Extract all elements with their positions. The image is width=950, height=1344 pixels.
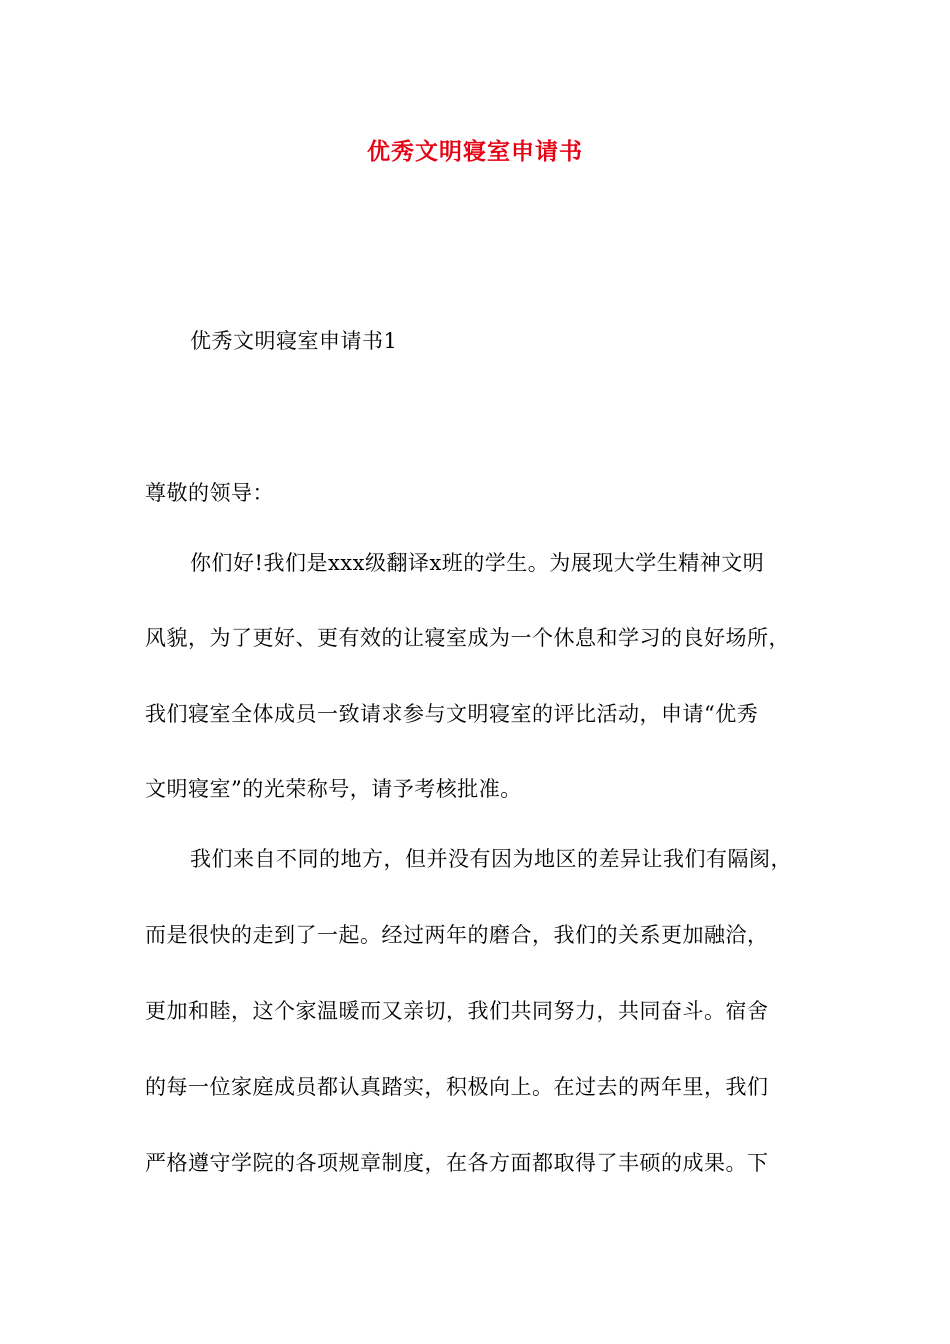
paragraph-line: 你们好!我们是xxx级翻译x班的学生。为展现大学生精神文明 xyxy=(190,551,765,575)
salutation: 尊敬的领导： xyxy=(145,481,274,505)
paragraph-line: 我们寝室全体成员一致请求参与文明寝室的评比活动，申请“优秀 xyxy=(145,702,759,726)
document-title: 优秀文明寝室申请书 xyxy=(367,139,583,165)
paragraph-line: 文明寝室”的光荣称号，请予考核批准。 xyxy=(145,777,522,801)
paragraph-line: 风貌，为了更好、更有效的让寝室成为一个休息和学习的良好场所， xyxy=(145,626,790,650)
paragraph-line: 更加和睦，这个家温暖而又亲切，我们共同努力，共同奋斗。宿舍 xyxy=(145,999,769,1023)
paragraph-line: 严格遵守学院的各项规章制度，在各方面都取得了丰硕的成果。下 xyxy=(145,1151,769,1175)
section-heading: 优秀文明寝室申请书1 xyxy=(190,329,398,353)
paragraph-line: 的每一位家庭成员都认真踏实，积极向上。在过去的两年里，我们 xyxy=(145,1075,769,1099)
paragraph-line: 我们来自不同的地方，但并没有因为地区的差异让我们有隔阂， xyxy=(190,847,792,871)
paragraph-line: 而是很快的走到了一起。经过两年的磨合，我们的关系更加融洽， xyxy=(145,923,769,947)
